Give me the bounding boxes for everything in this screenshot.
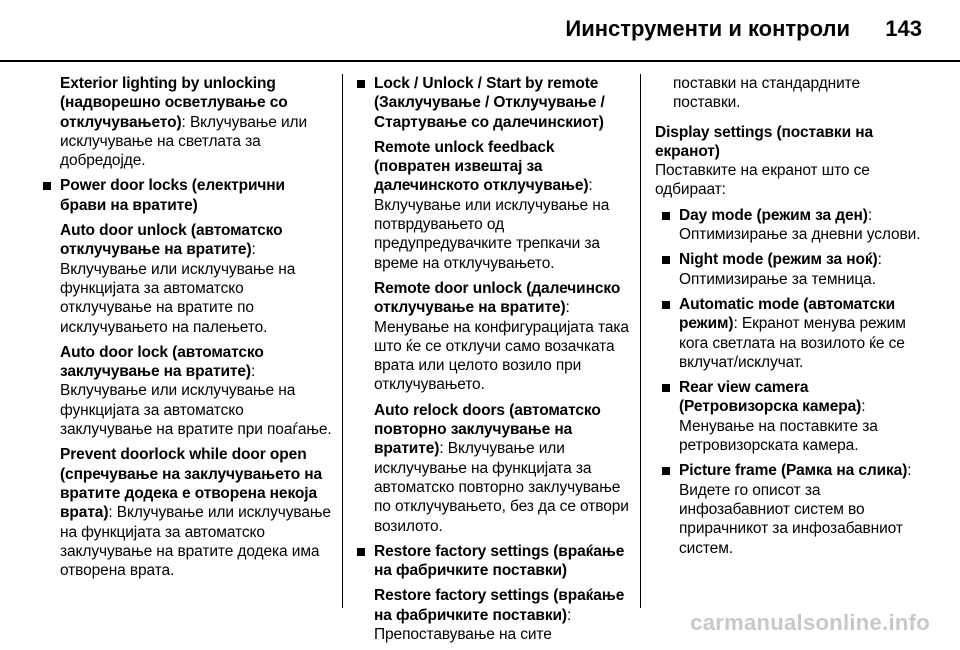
- setting-description: : Вклучување или исклучување на функцијата за автоматско отклучување на вратите по исклучувањето на палењето.: [60, 241, 296, 336]
- bullet-night-mode: [661, 250, 925, 289]
- setting-term: Auto door unlock (автоматско отклучување на вратите): [60, 222, 283, 259]
- bullet-description: : Екранот менува режим кога светлата на возилото ќе се вклучат/исклучат.: [679, 315, 906, 371]
- setting-term: Remote door unlock (далечинско отклучување на вратите): [374, 279, 621, 317]
- setting-restore-factory-settings: [374, 586, 632, 644]
- setting-description: : Вклучување или исклучување на потврдувањето од предупредувачките трепкачи за време на отклучувањето.: [374, 177, 610, 272]
- bullet-term: Restore factory settings (враќање на фабричките поставки): [374, 542, 625, 580]
- bullet-power-door-locks: [42, 176, 332, 580]
- setting-remote-unlock-feedback: [374, 138, 632, 273]
- page-title: Иинструменти и контроли: [565, 16, 850, 41]
- section-intro: Поставките на екранот што се одбираат:: [655, 162, 870, 199]
- setting-description: : Менување на конфигурацијата така што ќе се отклучи само возачката врата или целото возило при отклучувањето.: [374, 299, 629, 394]
- setting-term: Auto relock doors (автоматско повторно заклучување на вратите): [374, 401, 601, 458]
- setting-description: : Вклучување или исклучување на светлата за добредојде.: [60, 113, 308, 170]
- setting-description: : Препоставување на сите: [374, 606, 572, 644]
- setting-description: : Вклучување или исклучување на функцијата за автоматско повторно заклучување по отклучувањето, без да се отвори возилото.: [374, 440, 629, 535]
- setting-auto-relock-doors: [374, 401, 632, 536]
- bullet-term: Rear view camera (Ретровизорска камера): [679, 379, 862, 416]
- bullet-description: : Видете го описот за инфозабавниот систем во прирачникот за инфозабавниот систем.: [679, 462, 912, 557]
- bullet-description: : Менување на поставките за ретровизорската камера.: [679, 398, 878, 455]
- page-header: [0, 0, 960, 62]
- section-heading-display-settings: Display settings (поставки на екранот): [655, 123, 873, 160]
- column-3: [655, 74, 925, 564]
- setting-term: Restore factory settings (враќање на фабричките поставки): [374, 587, 625, 624]
- setting-exterior-lighting: [60, 74, 332, 170]
- page-number: 143: [885, 16, 922, 41]
- bullet-restore-factory-settings: [356, 542, 632, 644]
- column-divider-2: [640, 74, 641, 608]
- bullet-lock-unlock-start: [356, 74, 632, 536]
- column-2: [356, 74, 632, 650]
- bullet-term: Automatic mode (автоматски режим): [679, 295, 896, 333]
- bullet-day-mode: [661, 206, 925, 245]
- setting-auto-door-unlock: [60, 221, 332, 337]
- header-rule: [0, 60, 960, 62]
- setting-description: : Вклучување или исклучување на функцијата за автоматско заклучување на вратите додека има отворена врата.: [60, 504, 331, 580]
- setting-auto-door-lock: [60, 343, 332, 439]
- setting-term: Prevent doorlock while door open (спречување на заклучувањето на вратите додека е отворена некоја врата): [60, 446, 323, 522]
- continued-text: поставки на стандардните поставки.: [673, 75, 860, 112]
- bullet-description: : Оптимизирање за дневни услови.: [679, 206, 921, 244]
- bullet-term: Night mode (режим за ноќ): [679, 251, 878, 269]
- setting-term: Exterior lighting by unlocking (надворешно осветлување со отклучувањето): [60, 75, 288, 131]
- column-1: [60, 74, 332, 586]
- bullet-term: Day mode (режим за ден): [679, 206, 868, 224]
- bullet-rear-view-camera: [661, 378, 925, 455]
- watermark: carmanualsonline.info: [690, 610, 930, 635]
- setting-term: Remote unlock feedback (повратен извештај за далечинското отклучување): [374, 138, 589, 195]
- bullet-description: : Оптимизирање за темница.: [679, 251, 882, 288]
- setting-prevent-doorlock: [60, 445, 332, 580]
- bullet-automatic-mode: [661, 295, 925, 372]
- setting-description: : Вклучување или исклучување на функцијата за автоматско заклучување на вратите при поаѓање.: [60, 363, 332, 439]
- setting-remote-door-unlock: [374, 279, 632, 395]
- bullet-term: Picture frame (Рамка на слика): [679, 462, 908, 480]
- bullet-term: Power door locks (електрични брави на вратите): [60, 177, 285, 214]
- column-divider-1: [342, 74, 343, 608]
- bullet-picture-frame: [661, 461, 925, 557]
- setting-term: Auto door lock (автоматско заклучување на вратите): [60, 343, 264, 381]
- bullet-term: Lock / Unlock / Start by remote (Заклучување / Отклучување / Стартување со далечинскиот): [374, 75, 605, 131]
